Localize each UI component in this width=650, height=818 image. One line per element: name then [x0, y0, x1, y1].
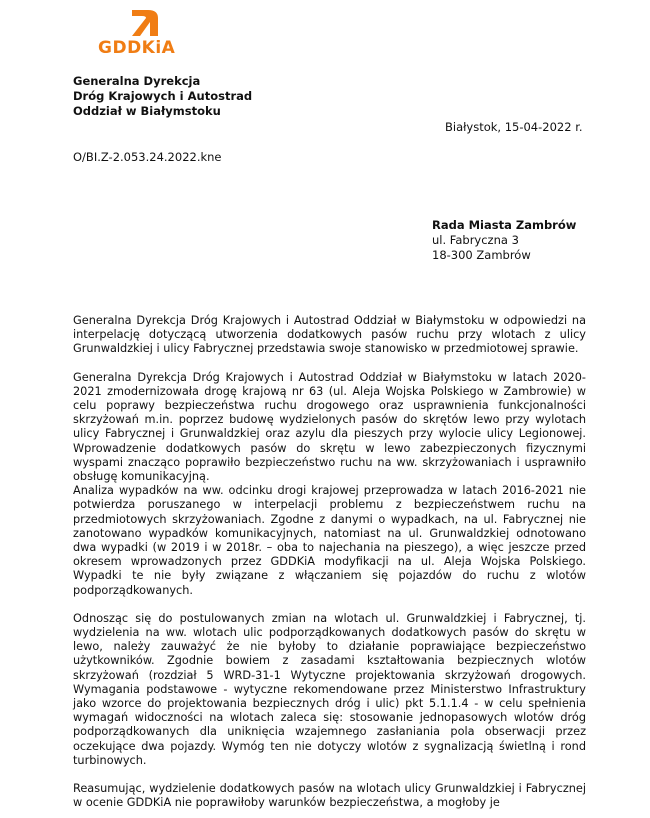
paragraph: Analiza wypadków na ww. odcinku drogi krajowej przeprowadza w latach 2016-2021 nie potwierdza poruszanego w interpelacji problemu z bezpieczeństwem ruchu na przedmiotowych skrzyżowaniach. Zgodne z danymi o wypadkach, na ul. Fabrycznej nie zanotowano wypadków komunikacyjnych, natomiast na ul. Grunwaldzkiej odnotowano dwa wypadki (w 2019 i w 2018r. – oba to najechania na pieszego), a więc jeszcze przed okresem wprowadzonych przez GDDKiA modyfikacji na ul. Aleja Wojska Polskiego. Wypadki te nie były związane z włączaniem się pojazdów do ruchu z wlotów podporządkowanych.	[73, 484, 586, 597]
reference-number: O/BI.Z-2.053.24.2022.kne	[73, 150, 222, 164]
logo-text: GDDKiA	[98, 38, 176, 58]
sender-line: Oddział w Białymstoku	[73, 104, 221, 118]
gddkia-logo-mark-icon	[128, 8, 160, 38]
paragraph: Generalna Dyrekcja Dróg Krajowych i Autostrad Oddział w Białymstoku w odpowiedzi na interpelację dotyczącą utworzenia dodatkowych pasów ruchu przy wlotach z ulicy Grunwaldzkiej i ulicy Fabrycznej przedstawia swoje stanowisko w przedmiotowej sprawie.	[73, 314, 586, 356]
paragraph: Reasumując, wydzielenie dodatkowych pasów na wlotach ulicy Grunwaldzkiej i Fabrycznej w ocenie GDDKiA nie poprawiłoby warunków bezpieczeństwa, a mogłoby je	[73, 782, 586, 810]
paragraph: Odnosząc się do postulowanych zmian na wlotach ul. Grunwaldzkiej i Fabrycznej, tj. wydzielenia na ww. wlotach ulic podporządkowanych dodatkowych pasów do skrętu w lewo, należy zauważyć że nie byłoby to działanie poprawiające bezpieczeństwo użytkowników. Zgodnie bowiem z zasadami kształtowania bezpiecznych wlotów skrzyżowań (rozdział 5 WRD-31-1 Wytyczne projektowania skrzyżowań drogowych. Wymagania podstawowe - wytyczne rekomendowane przez Ministerstwo Infrastruktury jako wzorce do projektowania bezpiecznych dróg i ulic) pkt 5.1.1.4 - w celu spełnienia wymagań widoczności na wlotach zaleca się: stosowanie jednopasowych wlotów dróg podporządkowanych dla uniknięcia wzajemnego zasłaniania pola obserwacji przez oczekujące dwa pojazdy. Wymóg ten nie dotyczy wlotów z sygnalizacją świetlną i rond turbinowych.	[73, 611, 586, 767]
recipient-name: Rada Miasta Zambrów	[432, 218, 577, 232]
recipient-address	[432, 218, 576, 263]
letter-date: Białystok, 15-04-2022 r.	[445, 120, 583, 134]
recipient-city: 18-300 Zambrów	[432, 248, 531, 262]
sender-line: Dróg Krajowych i Autostrad	[73, 89, 253, 103]
gddkia-logo	[94, 8, 204, 58]
sender-line: Generalna Dyrekcja	[73, 74, 201, 88]
recipient-street: ul. Fabryczna 3	[432, 233, 519, 247]
sender-address	[73, 74, 252, 119]
letter-body	[73, 314, 586, 811]
paragraph: Generalna Dyrekcja Dróg Krajowych i Autostrad Oddział w Białymstoku w latach 2020-2021 zmodernizowała drogę krajową nr 63 (ul. Aleja Wojska Polskiego w Zambrowie) w celu poprawy bezpieczeństwa ruchu drogowego oraz usprawnienia funkcjonalności skrzyżowań m.in. poprzez budowę wydzielonych pasów do skrętów lewo przy wylotach ulicy Fabrycznej i Grunwaldzkiej oraz azylu dla pieszych przy wylocie ulicy Legionowej. Wprowadzenie dodatkowych pasów do skrętu w lewo zabezpieczonych fizycznymi wyspami znacząco poprawiło bezpieczeństwo ruchu na ww. skrzyżowaniach i usprawniło obsługę komunikacyjną.	[73, 370, 586, 484]
